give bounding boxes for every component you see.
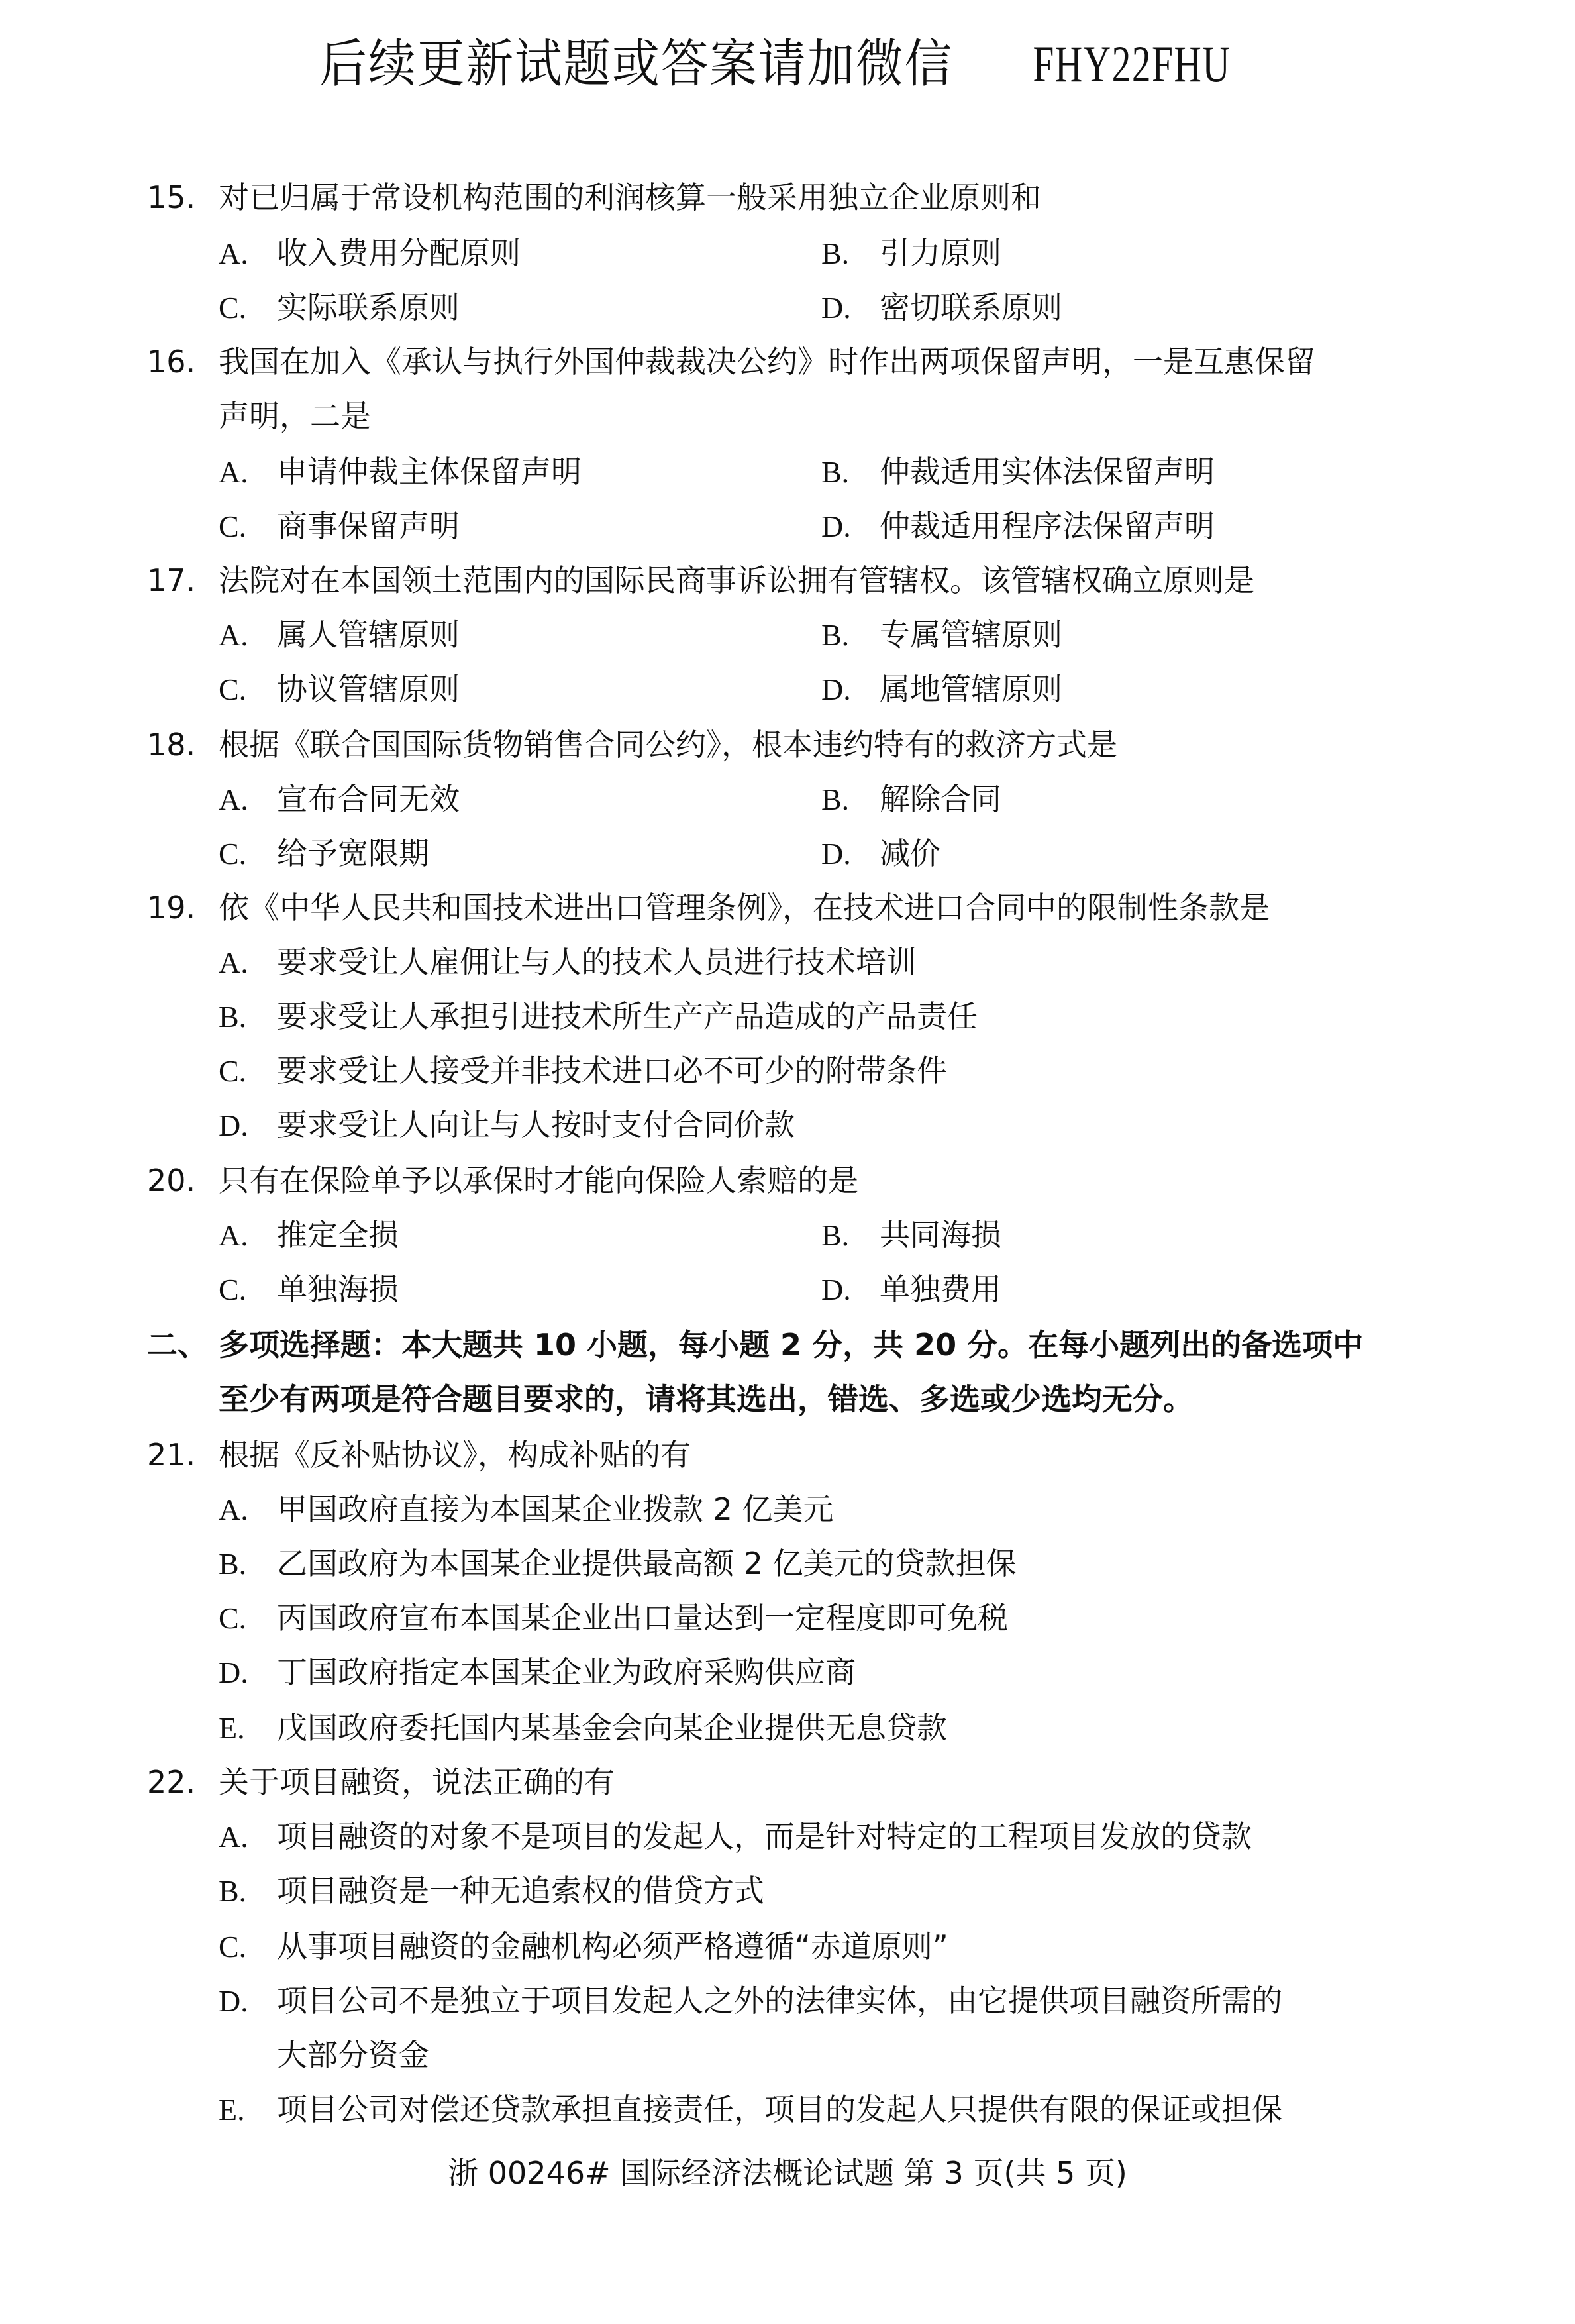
option-c — [219, 833, 429, 874]
question-number: 22. — [147, 1764, 196, 1800]
option-d — [821, 1269, 1001, 1310]
option-letter: B. — [821, 1218, 850, 1252]
option-text: 单独费用 — [880, 1271, 1001, 1307]
question-stem: 关于项目融资，说法正确的有 — [219, 1764, 615, 1800]
option-a — [219, 942, 917, 982]
option-letter: C. — [219, 291, 247, 325]
option-text: 申请仲裁主体保留声明 — [277, 454, 582, 490]
option-letter: D. — [821, 672, 851, 706]
option-b — [219, 1544, 1017, 1584]
option-b — [219, 1871, 764, 1911]
question-stem: 我国在加入《承认与执行外国仲裁裁决公约》时作出两项保留声明，一是互惠保留 — [219, 344, 1315, 380]
option-letter: C. — [219, 1930, 247, 1964]
option-text: 要求受让人雇佣让与人的技术人员进行技术培训 — [277, 944, 917, 980]
option-text: 减价 — [880, 835, 940, 871]
option-c — [219, 1269, 399, 1310]
option-d — [219, 1652, 856, 1693]
option-letter: D. — [821, 291, 851, 325]
section-instructions: 多项选择题：本大题共 10 小题，每小题 2 分，共 20 分。在每小题列出的备选项中 — [219, 1327, 1364, 1363]
option-letter: A. — [219, 1493, 248, 1526]
option-letter: B. — [219, 1874, 247, 1908]
option-text: 属地管辖原则 — [880, 671, 1062, 707]
option-text: 要求受让人向让与人按时支付合同价款 — [277, 1107, 795, 1143]
option-text: 乙国政府为本国某企业提供最高额 2 亿美元的贷款担保 — [277, 1546, 1017, 1581]
option-letter: E. — [219, 1711, 245, 1745]
option-d — [219, 1981, 1282, 2021]
section-instructions-continued: 至少有两项是符合题目要求的，请将其选出，错选、多选或少选均无分。 — [219, 1381, 1194, 1417]
question-number: 20. — [147, 1163, 196, 1198]
option-b — [219, 996, 978, 1037]
question-number: 17. — [147, 562, 196, 598]
option-b — [821, 452, 1215, 492]
option-letter: C. — [219, 837, 247, 871]
option-letter: D. — [821, 509, 851, 543]
option-letter: A. — [219, 945, 248, 979]
option-b — [821, 615, 1062, 655]
option-text: 从事项目融资的金融机构必须严格遵循“赤道原则” — [277, 1928, 948, 1964]
option-letter: D. — [219, 1108, 248, 1142]
option-text: 丁国政府指定本国某企业为政府采购供应商 — [277, 1654, 856, 1690]
page-footer: 浙 00246# 国际经济法概论试题 第 3 页(共 5 页) — [448, 2155, 1127, 2191]
option-c — [219, 669, 460, 710]
option-c — [219, 288, 460, 328]
option-text: 戊国政府委托国内某基金会向某企业提供无息贷款 — [277, 1710, 947, 1746]
option-letter: A. — [219, 1218, 248, 1252]
option-letter: B. — [821, 618, 850, 652]
section-number: 二、 — [147, 1327, 208, 1363]
question-stem: 根据《联合国国际货物销售合同公约》，根本违约特有的救济方式是 — [219, 727, 1117, 763]
option-text: 项目公司对偿还贷款承担直接责任，项目的发起人只提供有限的保证或担保 — [277, 2091, 1282, 2127]
option-letter: C. — [219, 672, 247, 706]
question-number: 15. — [147, 180, 196, 215]
option-letter: B. — [821, 237, 850, 270]
watermark-banner — [63, 28, 1512, 101]
option-letter: D. — [821, 1273, 851, 1306]
option-text: 项目公司不是独立于项目发起人之外的法律实体，由它提供项目融资所需的 — [277, 1983, 1282, 2019]
option-e — [219, 2089, 1282, 2130]
option-letter: B. — [821, 455, 850, 489]
option-b — [821, 1215, 1001, 1255]
option-text: 共同海损 — [880, 1217, 1001, 1253]
option-text: 解除合同 — [880, 781, 1001, 817]
option-a — [219, 615, 460, 655]
option-d — [821, 506, 1215, 547]
option-letter: C. — [219, 509, 247, 543]
option-letter: A. — [219, 1820, 248, 1854]
option-text: 协议管辖原则 — [277, 671, 460, 707]
option-text: 项目融资的对象不是项目的发起人，而是针对特定的工程项目发放的贷款 — [277, 1819, 1252, 1854]
option-text: 要求受让人承担引进技术所生产产品造成的产品责任 — [277, 998, 978, 1034]
option-e — [219, 1708, 947, 1748]
option-a — [219, 233, 521, 274]
option-d — [821, 288, 1062, 328]
option-c — [219, 1927, 948, 1967]
option-letter: A. — [219, 618, 248, 652]
option-text: 推定全损 — [277, 1217, 399, 1253]
option-text: 商事保留声明 — [277, 508, 460, 544]
option-c — [219, 1051, 947, 1091]
option-a — [219, 452, 582, 492]
question-stem-continued: 声明，二是 — [219, 398, 371, 434]
option-letter: E. — [219, 2093, 245, 2127]
option-text: 单独海损 — [277, 1271, 399, 1307]
wechat-code: FHY22FHU — [1033, 35, 1231, 93]
option-text: 引力原则 — [880, 235, 1001, 271]
option-letter: A. — [219, 455, 248, 489]
option-d — [821, 833, 940, 874]
option-letter: D. — [821, 837, 851, 871]
option-text: 给予宽限期 — [277, 835, 429, 871]
option-a — [219, 1489, 834, 1530]
question-stem: 法院对在本国领土范围内的国际民商事诉讼拥有管辖权。该管辖权确立原则是 — [219, 562, 1254, 598]
option-text: 宣布合同无效 — [277, 781, 460, 817]
option-letter: B. — [219, 1000, 247, 1033]
question-stem: 对已归属于常设机构范围的利润核算一般采用独立企业原则和 — [219, 180, 1041, 215]
question-stem: 根据《反补贴协议》，构成补贴的有 — [219, 1437, 691, 1473]
question-number: 18. — [147, 727, 196, 763]
option-text: 实际联系原则 — [277, 290, 460, 325]
option-letter: C. — [219, 1054, 247, 1088]
banner-text: 后续更新试题或答案请加微信 — [319, 34, 954, 94]
option-d — [219, 1105, 795, 1145]
question-number: 19. — [147, 890, 196, 925]
option-d — [821, 669, 1062, 710]
option-c — [219, 506, 460, 547]
option-d-continued: 大部分资金 — [277, 2037, 429, 2073]
option-text: 甲国政府直接为本国某企业拨款 2 亿美元 — [277, 1491, 834, 1527]
option-b — [821, 779, 1001, 819]
option-a — [219, 779, 460, 819]
option-letter: C. — [219, 1601, 247, 1635]
option-text: 属人管辖原则 — [277, 617, 460, 653]
question-number: 16. — [147, 344, 196, 380]
option-c — [219, 1598, 1008, 1638]
option-letter: B. — [821, 782, 850, 816]
option-text: 要求受让人接受并非技术进口必不可少的附带条件 — [277, 1053, 947, 1088]
option-text: 丙国政府宣布本国某企业出口量达到一定程度即可免税 — [277, 1600, 1008, 1636]
question-number: 21. — [147, 1437, 196, 1473]
option-letter: C. — [219, 1273, 247, 1306]
option-text: 收入费用分配原则 — [277, 235, 521, 271]
option-text: 项目融资是一种无追索权的借贷方式 — [277, 1873, 764, 1909]
option-a — [219, 1817, 1252, 1857]
option-text: 仲裁适用程序法保留声明 — [880, 508, 1215, 544]
question-stem: 只有在保险单予以承保时才能向保险人索赔的是 — [219, 1163, 858, 1198]
question-stem: 依《中华人民共和国技术进出口管理条例》，在技术进口合同中的限制性条款是 — [219, 890, 1270, 925]
option-text: 密切联系原则 — [880, 290, 1062, 325]
option-letter: A. — [219, 782, 248, 816]
option-b — [821, 233, 1001, 274]
option-letter: D. — [219, 1656, 248, 1689]
option-letter: D. — [219, 1984, 248, 2018]
option-text: 仲裁适用实体法保留声明 — [880, 454, 1215, 490]
option-letter: A. — [219, 237, 248, 270]
option-letter: B. — [219, 1547, 247, 1581]
option-text: 专属管辖原则 — [880, 617, 1062, 653]
option-a — [219, 1215, 399, 1255]
